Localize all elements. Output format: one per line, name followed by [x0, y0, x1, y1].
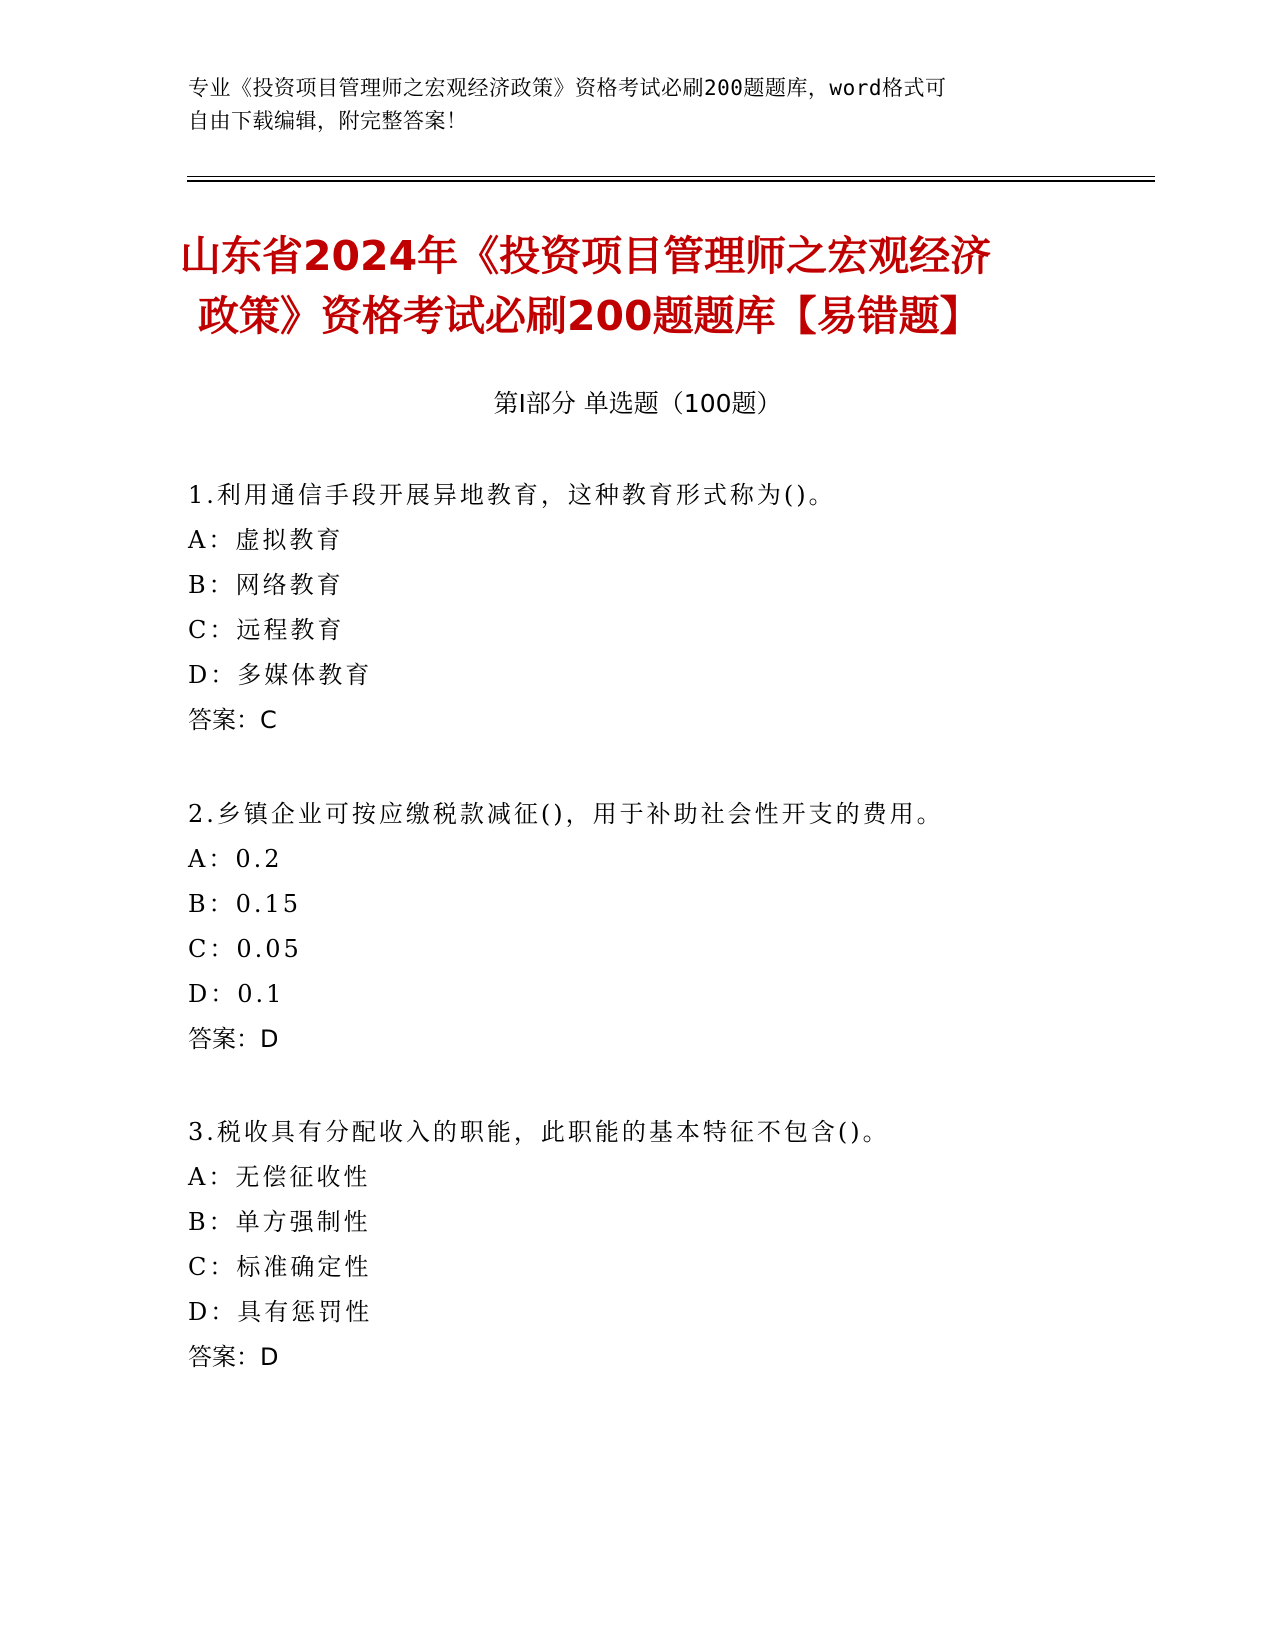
- question-stem: 2.乡镇企业可按应缴税款减征()，用于补助社会性开支的费用。: [188, 800, 944, 828]
- option-b: B：单方强制性: [188, 1208, 371, 1236]
- header-divider-thick: [187, 180, 1155, 182]
- option-b: B：网络教育: [188, 571, 344, 599]
- option-d: D：具有惩罚性: [188, 1298, 373, 1326]
- section-heading: 第Ⅰ部分 单选题（100题）: [493, 389, 782, 418]
- header-divider-thin: [187, 176, 1155, 177]
- question-block: [188, 473, 1148, 743]
- option-d: D：多媒体教育: [188, 661, 373, 689]
- option-c: C：远程教育: [188, 616, 345, 644]
- option-d: D：0.1: [188, 980, 285, 1008]
- question-block: [188, 792, 1148, 1062]
- question-block: [188, 1110, 1148, 1380]
- option-a: A：虚拟教育: [188, 526, 344, 554]
- option-a: A：0.2: [188, 845, 283, 873]
- option-c: C：标准确定性: [188, 1253, 372, 1281]
- document-title: [180, 226, 1120, 346]
- document-title-line-2: 政策》资格考试必刷200题题库【易错题】: [198, 292, 981, 340]
- option-a: A：无偿征收性: [188, 1163, 371, 1191]
- answer-line: 答案：D: [188, 1025, 279, 1053]
- document-header-note: [188, 72, 1068, 138]
- option-c: C：0.05: [188, 935, 302, 963]
- question-stem: 1.利用通信手段开展异地教育，这种教育形式称为()。: [188, 481, 836, 509]
- answer-line: 答案：D: [188, 1343, 279, 1371]
- answer-line: 答案：C: [188, 706, 277, 734]
- document-title-line-1: 山东省2024年《投资项目管理师之宏观经济: [180, 232, 992, 280]
- question-stem: 3.税收具有分配收入的职能，此职能的基本特征不包含()。: [188, 1118, 890, 1146]
- header-note-line-2: 自由下载编辑，附完整答案！: [188, 109, 468, 133]
- header-note-line-1: 专业《投资项目管理师之宏观经济政策》资格考试必刷200题题库，word格式可: [188, 76, 947, 100]
- option-b: B：0.15: [188, 890, 302, 918]
